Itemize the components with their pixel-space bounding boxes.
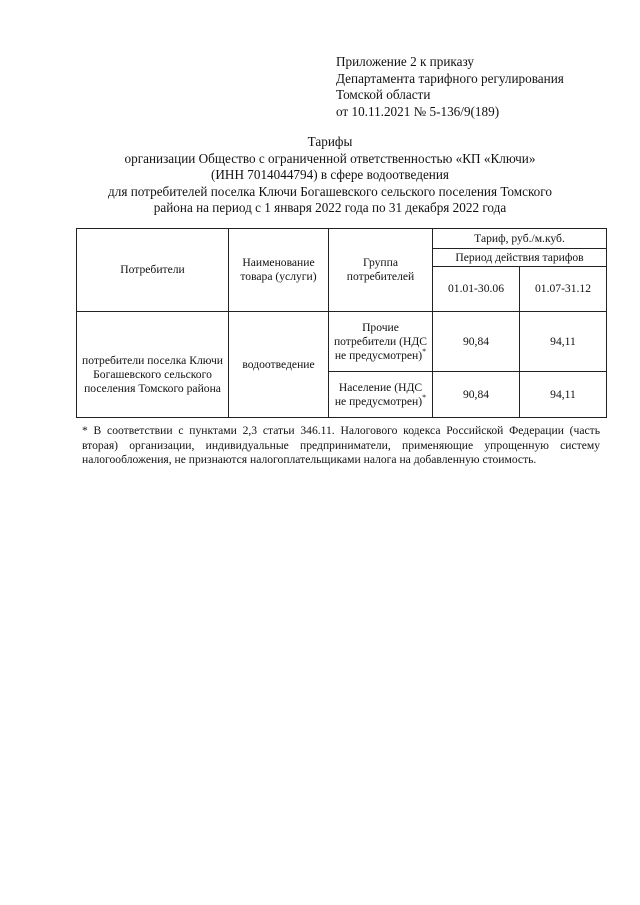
title-line: для потребителей поселка Ключи Богашевского сельского поселения Томского [108,183,552,199]
header-period-1: 01.01-30.06 [433,267,520,312]
title-line: организации Общество с ограниченной ответственностью «КП «Ключи» [124,150,536,166]
title-line: района на период с 1 января 2022 года по 31 декабря 2022 года [153,200,507,215]
header-tariff: Тариф, руб./м.куб. [433,229,607,249]
appendix-line: Приложение 2 к приказу [336,54,474,69]
appendix-line: Департамента тарифного регулирования [336,70,564,86]
cell-value: 90,84 [433,312,520,372]
title-heading: Тарифы [307,134,353,149]
table-header-row [77,229,607,249]
appendix-line: от 10.11.2021 № 5-136/9(189) [336,103,500,119]
footnote: * В соответствии с пунктами 2,3 статьи 346.11. Налогового кодекса Российской Федерации (часть вторая) организации, индивидуальные предприниматели, применяющие упрощенную систему налогообложения, не признаются налогоплательщиками налога на добавленную стоимость. [82,424,600,467]
appendix-line: Томской области [336,87,431,102]
cell-value: 90,84 [433,372,520,418]
header-period-2: 01.07-31.12 [520,267,607,312]
title-line: (ИНН 7014044794) в сфере водоотведения [211,167,449,182]
document-title [60,134,600,217]
header-group: Группа потребителей [329,229,433,312]
table-row [77,312,607,372]
cell-value: 94,11 [520,312,607,372]
footnote-mark: * [422,392,427,402]
cell-product: водоотведение [229,312,329,418]
header-period: Период действия тарифов [433,249,607,267]
header-consumers: Потребители [77,229,229,312]
group-label: Прочие потребители (НДС не предусмотрен) [333,320,428,362]
footnote-mark: * [422,346,427,356]
cell-value: 94,11 [520,372,607,418]
group-label: Население (НДС не предусмотрен) [334,380,423,408]
header-product: Наименование товара (услуги) [229,229,329,312]
tariff-table [76,228,607,418]
cell-consumers: потребители поселка Ключи Богашевского сельского поселения Томского района [77,312,229,418]
appendix-block [336,54,564,120]
cell-group [329,372,433,418]
cell-group [329,312,433,372]
